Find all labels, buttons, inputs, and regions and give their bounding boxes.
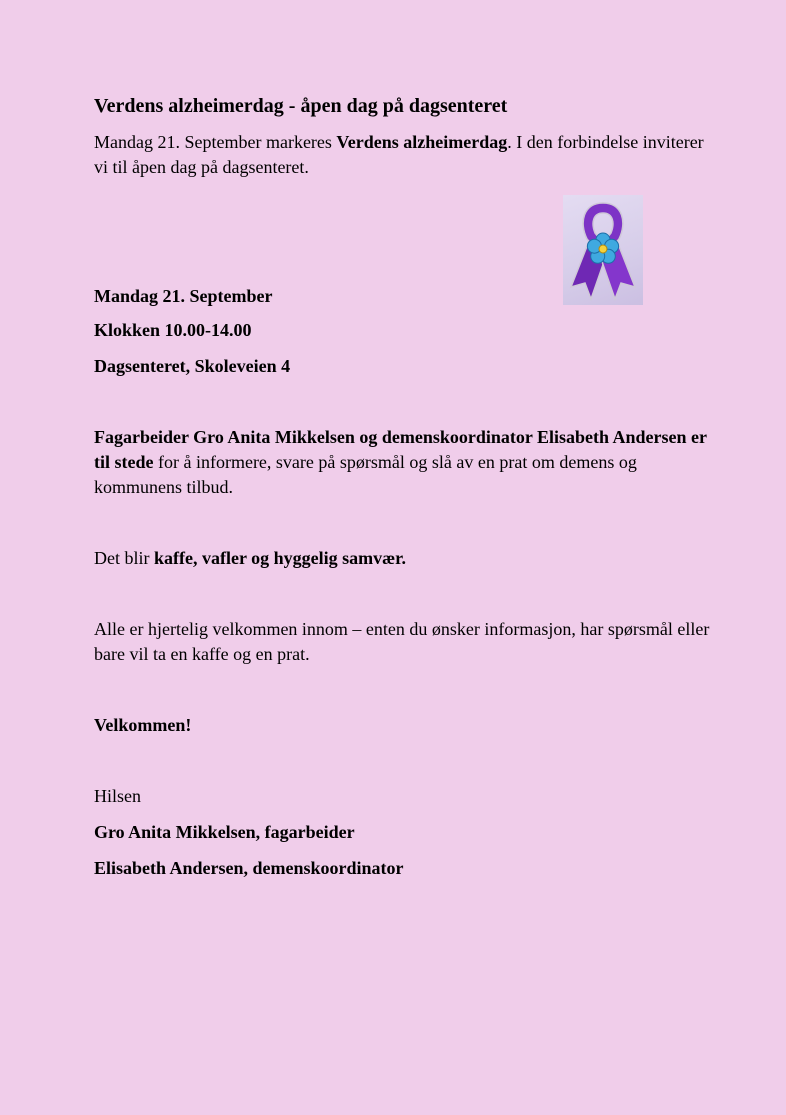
event-place: Dagsenteret, Skoleveien 4 [94, 356, 291, 376]
signature-line-1: Gro Anita Mikkelsen, fagarbeider [94, 822, 355, 842]
staff-text-bold: Fagarbeider Gro Anita Mikkelsen og demenskoordinator Elisabeth Andersen er til stede [94, 427, 707, 472]
intro-text-post: . I den forbindelse inviterer vi til åpen dag på dagsenteret. [94, 132, 704, 177]
refreshments-paragraph [94, 546, 714, 571]
page-title: Verdens alzheimerdag - åpen dag på dagsenteret [94, 95, 508, 117]
signature-line-2: Elisabeth Andersen, demenskoordinator [94, 858, 404, 878]
staff-text-rest: for å informere, svare på spørsmål og slå av en prat om demens og kommunens tilbud. [94, 452, 637, 497]
staff-paragraph [94, 425, 714, 500]
refreshments-text-bold: kaffe, vafler og hyggelig samvær. [154, 548, 406, 568]
event-time: Klokken 10.00-14.00 [94, 320, 252, 340]
intro-text-pre: Mandag 21. September markeres [94, 132, 337, 152]
intro-paragraph [94, 130, 714, 180]
intro-text-bold: Verdens alzheimerdag [336, 132, 508, 152]
welcome-text: Velkommen! [94, 715, 192, 735]
refreshments-text-pre: Det blir [94, 548, 154, 568]
purple-ribbon-with-forget-me-not-icon [563, 195, 643, 305]
greeting-text: Hilsen [94, 786, 141, 806]
event-date: Mandag 21. September [94, 286, 273, 306]
invitation-paragraph: Alle er hjertelig velkommen innom – enten du ønsker informasjon, har spørsmål eller bare vil ta en kaffe og en prat. [94, 619, 710, 664]
